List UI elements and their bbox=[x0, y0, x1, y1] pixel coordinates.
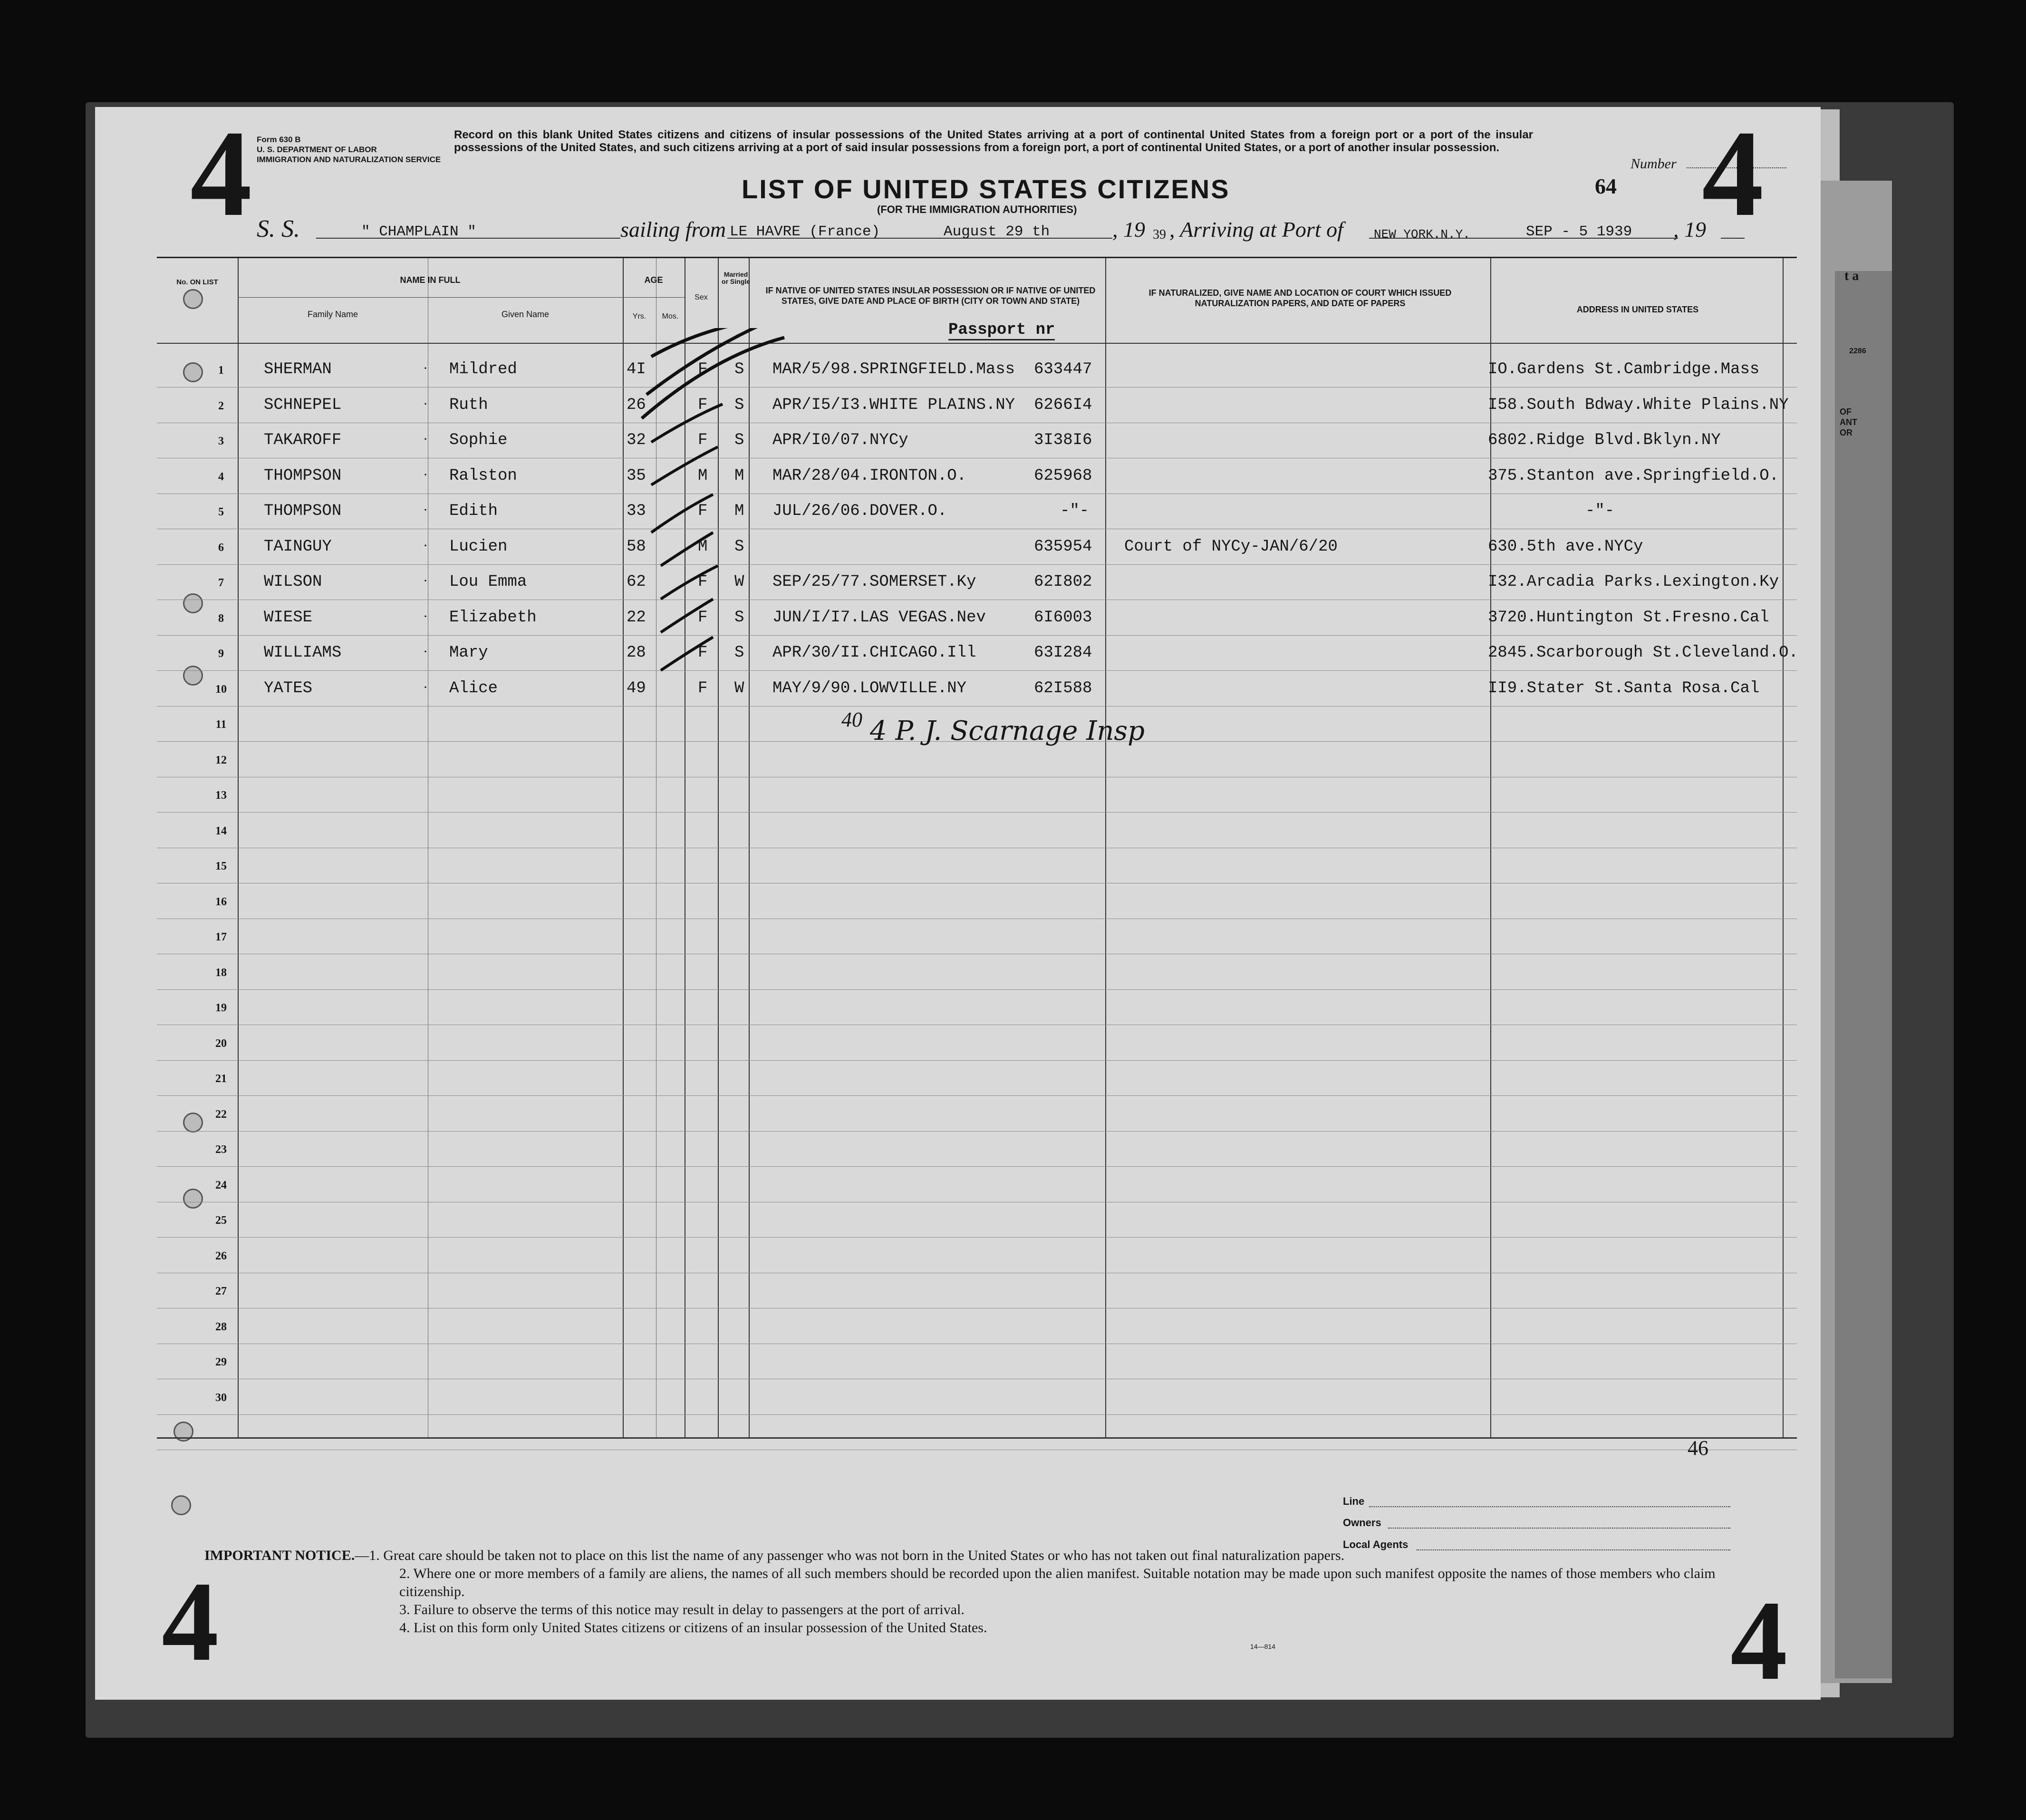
cell-sex: M bbox=[698, 467, 708, 485]
page-title: LIST OF UNITED STATES CITIZENS bbox=[742, 174, 1230, 204]
number-label: Number bbox=[1630, 156, 1677, 172]
row-number: 7 bbox=[218, 577, 224, 589]
row-number: 24 bbox=[215, 1179, 227, 1191]
row-number: 10 bbox=[215, 683, 227, 696]
cell-sex: F bbox=[698, 573, 708, 591]
cell-birth: JUN/I/I7.LAS VEGAS.Nev bbox=[772, 609, 986, 627]
inspector-prefix: 40 bbox=[841, 708, 862, 731]
row-number: 22 bbox=[215, 1108, 227, 1121]
departure-port: LE HAVRE (France) bbox=[730, 223, 880, 240]
cell-sex: F bbox=[698, 502, 708, 520]
form-number: Form 630 B bbox=[257, 135, 301, 144]
cell-age: 32 bbox=[627, 431, 646, 449]
cell-birth: APR/I5/I3.WHITE PLAINS.NY bbox=[772, 396, 1015, 414]
cell-age: 28 bbox=[627, 644, 646, 662]
cell-address: 2845.Scarborough St.Cleveland.O. bbox=[1488, 644, 1798, 662]
cell-address: -"- bbox=[1585, 502, 1615, 520]
cell-age: 4I bbox=[627, 360, 646, 378]
cell-age: 26 bbox=[627, 396, 646, 414]
cell-family: WILSON bbox=[264, 573, 322, 591]
row-number: 9 bbox=[218, 648, 224, 660]
year-label: , 19 bbox=[1112, 217, 1145, 242]
cell-given: Elizabeth bbox=[449, 609, 537, 627]
cell-birth: MAR/5/98.SPRINGFIELD.Mass bbox=[772, 360, 1015, 378]
year-value: 39 bbox=[1153, 227, 1166, 242]
edge-code: 2286 bbox=[1849, 347, 1866, 355]
edge-fragment: t a bbox=[1844, 269, 1859, 283]
notice-4: 4. List on this form only United States citizens or citizens of an insular possession of the United States. bbox=[399, 1620, 987, 1636]
cell-ms: S bbox=[734, 360, 744, 378]
cell-sex: F bbox=[698, 644, 708, 662]
edge-fragment: OR bbox=[1840, 428, 1852, 437]
col-no: No. ON LIST bbox=[176, 278, 218, 286]
cell-address: 375.Stanton ave.Springfield.O. bbox=[1488, 467, 1779, 485]
cell-given: Edith bbox=[449, 502, 498, 520]
cell-given: Lou Emma bbox=[449, 573, 527, 591]
cell-age: 62 bbox=[627, 573, 646, 591]
cell-family: TAINGUY bbox=[264, 538, 332, 556]
separator-dot: · bbox=[423, 644, 428, 659]
ship-name: " CHAMPLAIN " bbox=[361, 223, 476, 240]
ss-label: S. S. bbox=[257, 215, 300, 242]
row-number: 14 bbox=[215, 825, 227, 837]
row-number: 19 bbox=[215, 1002, 227, 1014]
service: IMMIGRATION AND NATURALIZATION SERVICE bbox=[257, 155, 441, 164]
cell-family: WILLIAMS bbox=[264, 644, 342, 662]
line-label: Line bbox=[1343, 1495, 1365, 1507]
cell-birth: MAY/9/90.LOWVILLE.NY bbox=[772, 679, 967, 697]
row-number: 30 bbox=[215, 1392, 227, 1404]
cell-family: THOMPSON bbox=[264, 467, 342, 485]
cell-age: 22 bbox=[627, 609, 646, 627]
list-number: 64 bbox=[1595, 174, 1617, 198]
cell-family: THOMPSON bbox=[264, 502, 342, 520]
row-rule bbox=[157, 670, 1797, 671]
row-number: 27 bbox=[215, 1285, 227, 1297]
cell-given: Ralston bbox=[449, 467, 517, 485]
agents-label: Local Agents bbox=[1343, 1539, 1409, 1550]
cell-passport: 3I38I6 bbox=[1034, 431, 1092, 449]
corner-number: 4 bbox=[190, 105, 252, 242]
row-number: 11 bbox=[215, 718, 227, 731]
row-number: 2 bbox=[218, 400, 224, 412]
col-months: Mos. bbox=[662, 312, 679, 320]
cell-court: Court of NYCy-JAN/6/20 bbox=[1124, 538, 1338, 556]
row-number: 1 bbox=[218, 364, 224, 377]
arriving-label: , Arriving at Port of bbox=[1169, 217, 1343, 242]
row-rule bbox=[157, 1414, 1797, 1415]
separator-dot: · bbox=[423, 573, 428, 589]
cell-address: 3720.Huntington St.Fresno.Cal bbox=[1488, 609, 1769, 627]
cell-passport: 625968 bbox=[1034, 467, 1092, 485]
cell-sex: F bbox=[698, 679, 708, 697]
row-number: 15 bbox=[215, 860, 227, 872]
cell-passport: 633447 bbox=[1034, 360, 1092, 378]
notice-3: 3. Failure to observe the terms of this notice may result in delay to passengers at the port of arrival. bbox=[399, 1602, 965, 1617]
arrival-date: SEP - 5 1939 bbox=[1526, 223, 1632, 240]
owners-label: Owners bbox=[1343, 1517, 1381, 1529]
department: U. S. DEPARTMENT OF LABOR bbox=[257, 145, 377, 154]
row-number: 23 bbox=[215, 1143, 227, 1156]
edge-fragment: ANT bbox=[1840, 417, 1857, 427]
separator-dot: · bbox=[423, 467, 428, 483]
inspector-signature: 4 P. J. Scarnage Insp bbox=[870, 716, 1145, 746]
year-label-2: , 19 bbox=[1673, 217, 1706, 242]
edge-fragment: OF bbox=[1840, 407, 1852, 416]
notice-1: —1. Great care should be taken not to place on this list the name of any passenger who was not born in the United States or who has not taken out final naturalization papers. bbox=[355, 1548, 1345, 1563]
cell-age: 35 bbox=[627, 467, 646, 485]
row-number: 3 bbox=[218, 435, 224, 447]
row-rule bbox=[157, 1060, 1797, 1061]
row-rule bbox=[157, 1237, 1797, 1238]
separator-dot: · bbox=[423, 502, 428, 518]
separator-dot: · bbox=[423, 396, 428, 412]
col-address: ADDRESS IN UNITED STATES bbox=[1576, 305, 1699, 314]
row-rule bbox=[157, 1131, 1797, 1132]
cell-address: II9.Stater St.Santa Rosa.Cal bbox=[1488, 679, 1760, 697]
col-naturalized: IF NATURALIZED, GIVE NAME AND LOCATION OF COURT WHICH ISSUED NATURALIZATION PAPERS, AND DATE OF PAPERS bbox=[1148, 288, 1452, 308]
row-number: 29 bbox=[215, 1356, 227, 1368]
cell-birth: APR/30/II.CHICAGO.Ill bbox=[772, 644, 976, 662]
row-rule bbox=[157, 706, 1797, 707]
row-number: 25 bbox=[215, 1214, 227, 1227]
cell-passport: 635954 bbox=[1034, 538, 1092, 556]
col-birth: IF NATIVE OF UNITED STATES INSULAR POSSESSION OR IF NATIVE OF UNITED STATES, GIVE DATE AND PLACE OF BIRTH (CITY OR TOWN AND STATE) bbox=[765, 286, 1096, 306]
sailing-label: sailing from bbox=[620, 217, 726, 242]
cell-ms: S bbox=[734, 396, 744, 414]
cell-ms: M bbox=[734, 467, 744, 485]
cell-sex: F bbox=[698, 360, 708, 378]
cell-passport: 63I284 bbox=[1034, 644, 1092, 662]
cell-given: Alice bbox=[449, 679, 498, 697]
cell-sex: F bbox=[698, 431, 708, 449]
cell-passport: 62I588 bbox=[1034, 679, 1092, 697]
separator-dot: · bbox=[423, 609, 428, 624]
separator-dot: · bbox=[423, 431, 428, 447]
cell-family: TAKAROFF bbox=[264, 431, 342, 449]
col-name-in-full: NAME IN FULL bbox=[400, 275, 461, 285]
col-sex: Sex bbox=[695, 293, 708, 301]
cell-family: SHERMAN bbox=[264, 360, 332, 378]
cell-family: WIESE bbox=[264, 609, 313, 627]
cell-address: 6802.Ridge Blvd.Bklyn.NY bbox=[1488, 431, 1721, 449]
col-passport: Passport nr bbox=[948, 321, 1055, 340]
col-family-name: Family Name bbox=[307, 310, 358, 319]
cell-birth: JUL/26/06.DOVER.O. bbox=[772, 502, 947, 520]
cell-ms: M bbox=[734, 502, 744, 520]
record-instructions: Record on this blank United States citizens and citizens of insular possessions of the United States arriving at a port of continental United States from a foreign port or a port of the insular possessions of the United States, and such citizens arriving at a port of said insular possessions from a foreign port, a port of continental United States, or a port of another insular possession. bbox=[454, 128, 1533, 154]
cell-sex: M bbox=[698, 538, 708, 556]
cell-ms: S bbox=[734, 538, 744, 556]
row-number: 26 bbox=[215, 1250, 227, 1262]
col-married-single: Married or Single bbox=[722, 271, 750, 285]
cell-age: 33 bbox=[627, 502, 646, 520]
corner-number-bottom-left: 4 bbox=[162, 1558, 219, 1684]
cell-family: SCHNEPEL bbox=[264, 396, 342, 414]
notice-title: IMPORTANT NOTICE. bbox=[204, 1548, 355, 1563]
cell-given: Lucien bbox=[449, 538, 508, 556]
cell-given: Sophie bbox=[449, 431, 508, 449]
cell-given: Ruth bbox=[449, 396, 488, 414]
cell-birth: MAR/28/04.IRONTON.O. bbox=[772, 467, 967, 485]
cell-birth: APR/I0/07.NYCy bbox=[772, 431, 908, 449]
row-rule bbox=[157, 564, 1797, 565]
cell-ms: S bbox=[734, 609, 744, 627]
cell-given: Mary bbox=[449, 644, 488, 662]
row-number: 8 bbox=[218, 612, 224, 625]
number-value: 4 bbox=[1702, 105, 1764, 242]
row-number: 18 bbox=[215, 967, 227, 979]
cell-family: YATES bbox=[264, 679, 313, 697]
notice-2: 2. Where one or more members of a family are aliens, the names of all such members should be recorded upon the alien manifest. Suitable notation may be made upon such manifest opposite the names of those members who claim citizenship. bbox=[399, 1566, 1716, 1599]
row-rule bbox=[157, 812, 1797, 813]
cell-address: 630.5th ave.NYCy bbox=[1488, 538, 1643, 556]
print-code: 14—814 bbox=[1250, 1643, 1275, 1650]
cell-passport: -"- bbox=[1060, 502, 1090, 520]
cell-passport: 62I802 bbox=[1034, 573, 1092, 591]
cell-ms: S bbox=[734, 431, 744, 449]
cell-passport: 6I6003 bbox=[1034, 609, 1092, 627]
important-notice bbox=[204, 1547, 1726, 1637]
cell-age: 49 bbox=[627, 679, 646, 697]
cell-address: I32.Arcadia Parks.Lexington.Ky bbox=[1488, 573, 1779, 591]
row-number: 21 bbox=[215, 1073, 227, 1085]
row-number: 4 bbox=[218, 471, 224, 483]
cell-address: IO.Gardens St.Cambridge.Mass bbox=[1488, 360, 1760, 378]
separator-dot: · bbox=[423, 360, 428, 376]
separator-dot: · bbox=[423, 538, 428, 553]
row-number: 5 bbox=[218, 506, 224, 518]
row-number: 13 bbox=[215, 789, 227, 802]
notice-line-1 bbox=[204, 1547, 1726, 1565]
col-given-name: Given Name bbox=[501, 310, 550, 319]
separator-dot: · bbox=[423, 679, 428, 695]
cell-sex: F bbox=[698, 609, 708, 627]
cell-age: 58 bbox=[627, 538, 646, 556]
cell-passport: 6266I4 bbox=[1034, 396, 1092, 414]
departure-date: August 29 th bbox=[944, 223, 1050, 240]
row-number: 16 bbox=[215, 896, 227, 908]
row-rule bbox=[157, 635, 1797, 636]
row-number: 12 bbox=[215, 754, 227, 766]
page-subtitle: (FOR THE IMMIGRATION AUTHORITIES) bbox=[877, 203, 1077, 215]
col-years: Yrs. bbox=[632, 312, 646, 320]
arrival-port: NEW YORK.N.Y. bbox=[1374, 227, 1470, 242]
row-number: 28 bbox=[215, 1321, 227, 1333]
cell-birth: SEP/25/77.SOMERSET.Ky bbox=[772, 573, 976, 591]
corner-number-bottom-right: 4 bbox=[1730, 1577, 1787, 1704]
row-number: 20 bbox=[215, 1037, 227, 1050]
row-number: 17 bbox=[215, 931, 227, 943]
cell-ms: S bbox=[734, 644, 744, 662]
cell-sex: F bbox=[698, 396, 708, 414]
check-marks bbox=[632, 328, 808, 708]
row-number: 6 bbox=[218, 542, 224, 554]
cell-given: Mildred bbox=[449, 360, 517, 378]
col-age: AGE bbox=[644, 275, 663, 285]
page-number: 46 bbox=[1688, 1436, 1708, 1460]
cell-ms: W bbox=[734, 573, 744, 591]
cell-ms: W bbox=[734, 679, 744, 697]
cell-address: I58.South Bdway.White Plains.NY bbox=[1488, 396, 1789, 414]
row-rule bbox=[157, 1095, 1797, 1096]
row-rule bbox=[157, 989, 1797, 990]
row-rule bbox=[157, 1166, 1797, 1167]
